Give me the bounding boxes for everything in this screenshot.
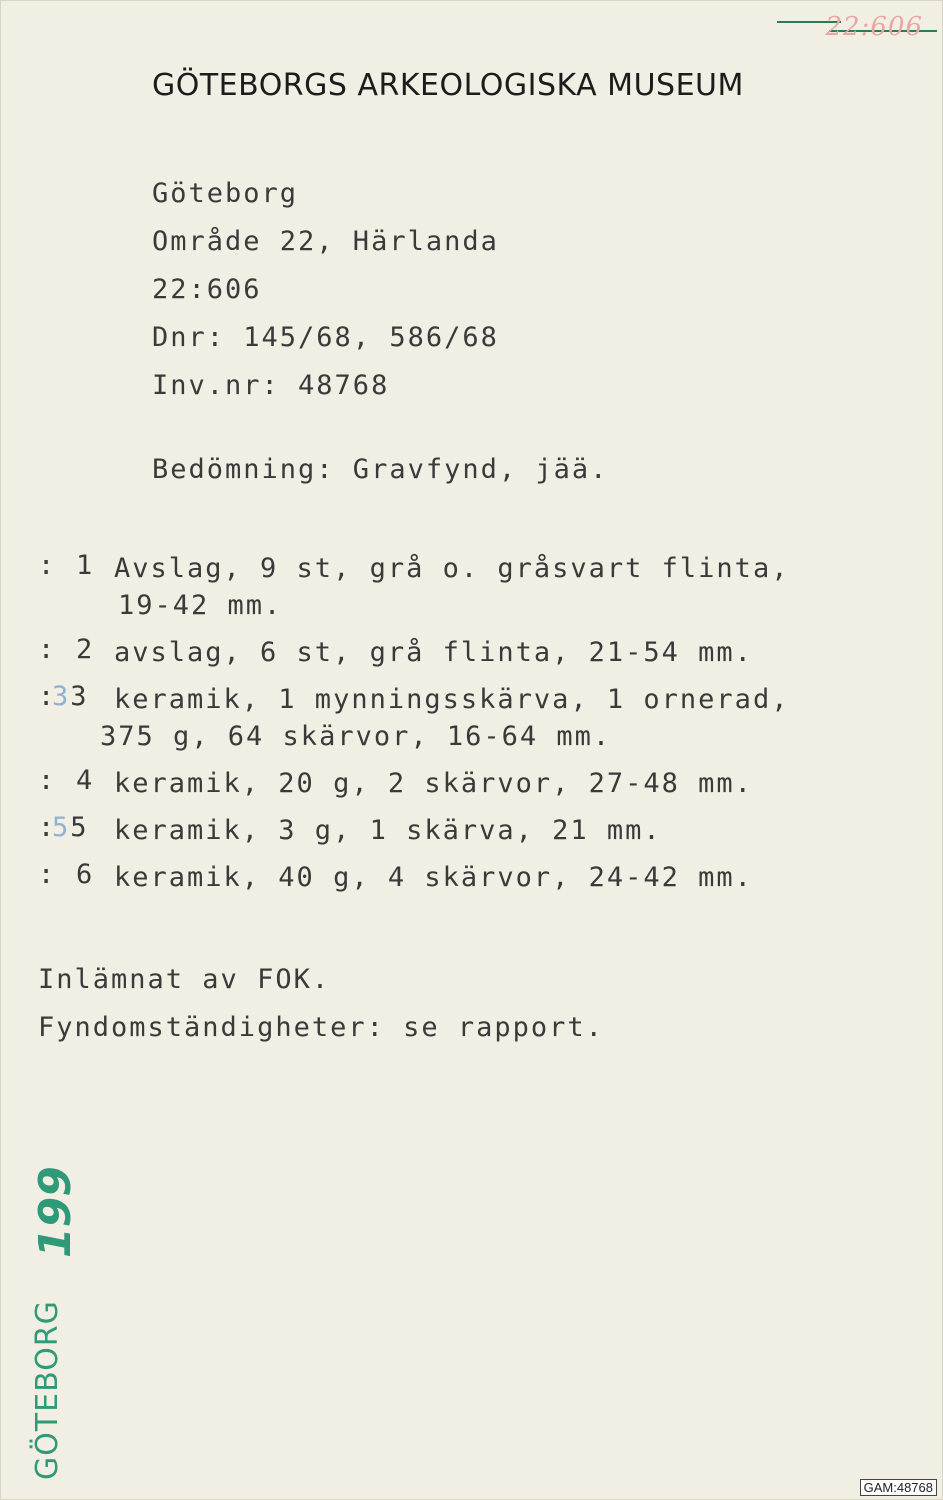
item-text: avslag, 6 st, grå flinta, 21-54 mm.	[114, 637, 753, 668]
item-text: keramik, 40 g, 4 skärvor, 24-42 mm.	[114, 862, 753, 893]
item-list	[38, 550, 790, 906]
item-text: keramik, 1 mynningsskärva, 1 ornerad, 375 g, 64 skärvor, 16-64 mm.	[100, 684, 790, 752]
pen-number: 5	[52, 812, 71, 843]
inventory-number: Inv.nr: 48768	[152, 370, 390, 401]
list-item	[38, 681, 790, 765]
item-colon: :	[38, 634, 57, 665]
list-item	[38, 859, 753, 906]
item-colon: :	[38, 812, 57, 843]
item-colon: :	[38, 765, 57, 796]
item-text: Avslag, 9 st, grå o. gråsvart flinta, 19-42 mm.	[114, 553, 790, 621]
submitted-by: Inlämnat av FOK.	[38, 964, 331, 995]
museum-title: GÖTEBORGS ARKEOLOGISKA MUSEUM	[152, 68, 744, 103]
item-colon: :	[38, 681, 57, 712]
reference-label: GAM:48768	[860, 1479, 937, 1496]
list-item	[38, 550, 790, 634]
stamp-city: GÖTEBORG	[30, 1300, 65, 1480]
list-item	[38, 812, 662, 859]
item-number: 6	[76, 859, 95, 890]
pen-number: 3	[52, 681, 71, 712]
item-colon: :	[38, 859, 57, 890]
item-number: 1	[76, 550, 95, 581]
find-circumstances: Fyndomständigheter: se rapport.	[38, 1012, 604, 1043]
item-text: keramik, 20 g, 2 skärvor, 27-48 mm.	[114, 768, 753, 799]
item-number: 55	[52, 812, 89, 843]
dnr: Dnr: 145/68, 586/68	[152, 322, 499, 353]
item-text: keramik, 3 g, 1 skärva, 21 mm.	[114, 815, 662, 846]
stamp-number: 199	[30, 1166, 81, 1258]
number: 22:606	[152, 274, 262, 305]
area: Område 22, Härlanda	[152, 226, 499, 257]
list-item	[38, 634, 753, 681]
corner-mark: 22:606	[825, 12, 923, 42]
assessment: Bedömning: Gravfynd, jää.	[152, 454, 609, 485]
place: Göteborg	[152, 178, 299, 209]
item-colon: :	[38, 550, 57, 581]
item-number: 2	[76, 634, 95, 665]
item-number: 33	[52, 681, 89, 712]
list-item	[38, 765, 753, 812]
item-number: 4	[76, 765, 95, 796]
